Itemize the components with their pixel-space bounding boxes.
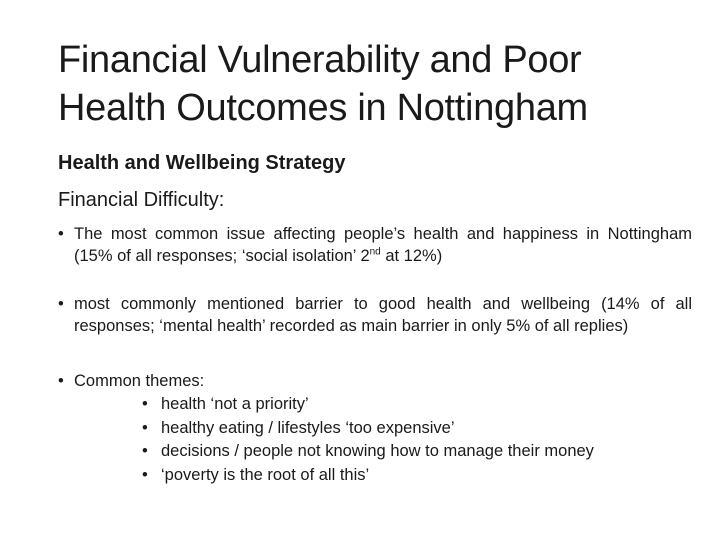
bullet-item-common-themes: [58, 370, 692, 392]
bullet-icon: •: [58, 295, 64, 313]
theme-item: [58, 440, 692, 464]
theme-item: [58, 393, 692, 417]
bullet-item-most-common-issue: [58, 223, 692, 267]
ordinal-suffix: nd: [369, 246, 381, 258]
bullet-icon: •: [142, 395, 148, 413]
bullet-text: most commonly mentioned barrier to good health and wellbeing (14% of all responses; ‘mental health’ recorded as main barrier in only 5% of all replies): [74, 295, 692, 335]
bullet-item-main-barrier: [58, 293, 692, 337]
bullet-text-main: The most common issue affecting people’s health and happiness in Nottingham (15% of all responses; ‘social isolation’ 2: [74, 225, 692, 265]
theme-text: decisions / people not knowing how to manage their money: [161, 442, 594, 460]
themes-list: [58, 393, 692, 487]
bullet-text: Common themes:: [74, 372, 205, 390]
section-label: Financial Difficulty:: [58, 189, 225, 211]
bullet-icon: •: [142, 418, 148, 437]
title-line-1: Financial Vulnerability and Poor: [58, 39, 582, 81]
theme-item: [58, 464, 692, 488]
slide-title: [58, 36, 698, 132]
theme-text: healthy eating / lifestyles ‘too expensive’: [161, 418, 455, 437]
bullet-icon: •: [58, 372, 64, 390]
strategy-subtitle: Health and Wellbeing Strategy: [58, 152, 346, 174]
bullet-icon: •: [142, 465, 148, 484]
bullet-icon: •: [142, 442, 148, 460]
bullet-icon: •: [58, 225, 64, 243]
theme-item: [58, 417, 692, 441]
bullet-text-tail: at 12%): [380, 247, 443, 265]
title-line-2: Health Outcomes in Nottingham: [58, 87, 588, 129]
theme-text: health ‘not a priority’: [161, 395, 309, 413]
bullet-text: [74, 223, 692, 267]
theme-text: ‘poverty is the root of all this’: [161, 465, 370, 484]
